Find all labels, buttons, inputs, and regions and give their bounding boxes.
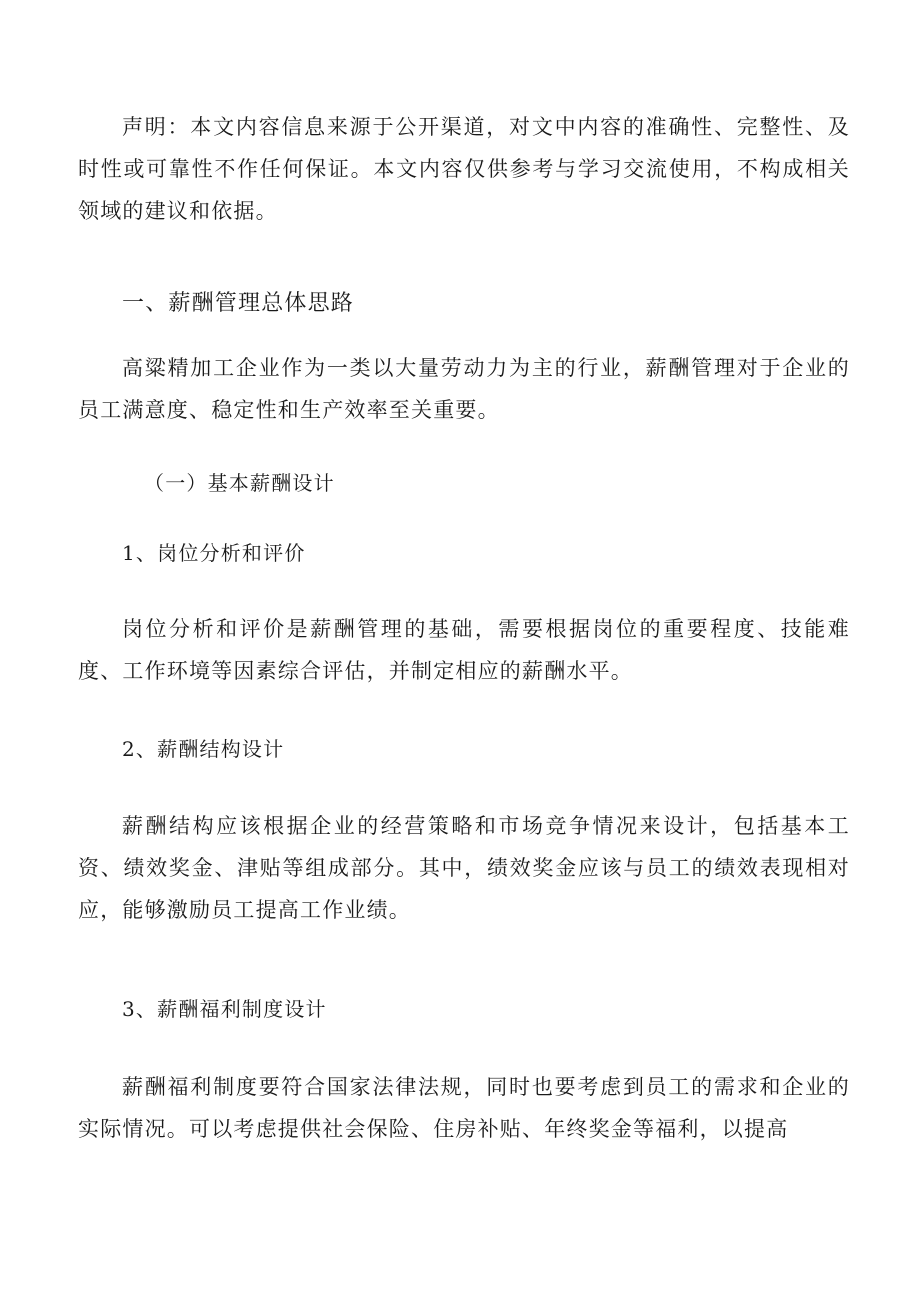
item-title-1: 1、岗位分析和评价: [122, 541, 306, 565]
disclaimer-paragraph: 声明：本文内容信息来源于公开渠道，对文中内容的准确性、完整性、及时性或可靠性不作任何保证。本文内容仅供参考与学习交流使用，不构成相关领域的建议和依据。: [78, 115, 850, 223]
subsection-title: （一）基本薪酬设计: [144, 471, 335, 495]
section-intro-paragraph: 高粱精加工企业作为一类以大量劳动力为主的行业，薪酬管理对于企业的员工满意度、稳定性和生产效率至关重要。: [78, 356, 850, 422]
item-title-2: 2、薪酬结构设计: [122, 737, 285, 761]
section-title: 一、薪酬管理总体思路: [122, 291, 355, 316]
item-body-3: 薪酬福利制度要符合国家法律法规，同时也要考虑到员工的需求和企业的实际情况。可以考虑提供社会保险、住房补贴、年终奖金等福利，以提高: [78, 1075, 850, 1141]
item-title-3: 3、薪酬福利制度设计: [122, 997, 327, 1021]
item-body-2: 薪酬结构应该根据企业的经营策略和市场竞争情况来设计，包括基本工资、绩效奖金、津贴等组成部分。其中，绩效奖金应该与员工的绩效表现相对应，能够激励员工提高工作业绩。: [78, 814, 850, 922]
item-body-1: 岗位分析和评价是薪酬管理的基础，需要根据岗位的重要程度、技能难度、工作环境等因素综合评估，并制定相应的薪酬水平。: [78, 617, 850, 683]
